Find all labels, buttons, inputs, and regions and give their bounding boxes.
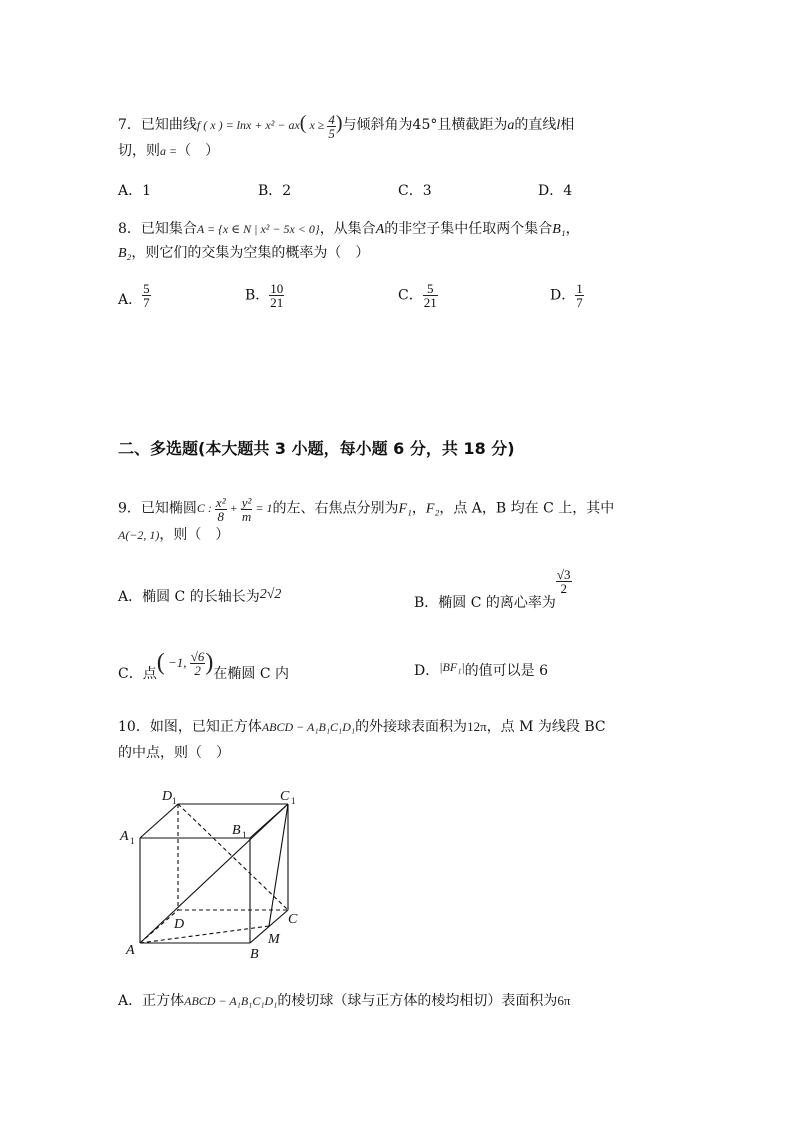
q10-tail: ，点 M 为线段 BC xyxy=(486,719,606,735)
q7-formula: f ( x ) = lnx + x² − ax( x ≥ $\frac{4}{5}$ ) xyxy=(196,111,343,141)
q7-tail: 的直线 xyxy=(514,117,557,133)
edge-AD xyxy=(140,910,178,943)
q10-optA-val: 6π xyxy=(557,993,571,1008)
edge-AC1 xyxy=(140,804,288,943)
q8-fraction: $\frac{1}{7}$ xyxy=(576,281,583,310)
q9-F2: F₂ xyxy=(425,501,440,517)
q10-prefix: 10．如图，已知正方体 xyxy=(118,719,262,735)
q7-var-l: l xyxy=(556,118,561,133)
q9-optC-x: −1, xyxy=(167,655,187,671)
q9-optC-pre: C．点 xyxy=(118,666,157,683)
q7-option-a: A．1 xyxy=(118,183,152,199)
q8-B2: B₂ xyxy=(118,246,132,261)
q9-option-b xyxy=(414,567,572,611)
q9-optB-frac: $\frac{√3}{2}$ xyxy=(556,567,571,596)
q8-opt-label: A． xyxy=(118,292,143,308)
q9-line1: 9．已知椭圆C : $\frac{\text{x²}}{8}$ + $\frac{\text{y²}}{m}$ = 1的左、右焦点分别为F₁，F₂，点 A，B 均在 C 上，其中 xyxy=(118,495,615,524)
q7-option-b: B．2 xyxy=(258,183,292,199)
q9-option-c xyxy=(118,649,290,683)
q9-optB-text: B．椭圆 C 的离心率为 xyxy=(414,595,556,611)
label-C: C xyxy=(288,912,298,927)
q9-line2 xyxy=(118,524,229,544)
label-B1: B xyxy=(232,823,241,838)
label-B: B xyxy=(250,947,259,962)
q9-tail: ，点 A，B 均在 C 上，其中 xyxy=(439,500,615,517)
label-M: M xyxy=(268,932,280,947)
q8-option-c xyxy=(398,282,438,309)
label-A: A xyxy=(126,943,135,958)
q9-ellipse: C : $\frac{\text{x²}}{8}$ + $\frac{\text{y²}}{m}$ = 1 xyxy=(196,495,273,524)
q8-option-b xyxy=(245,282,284,309)
edge-A1D1 xyxy=(140,804,178,838)
q9-optC-post: 在椭圆 C 内 xyxy=(213,666,290,683)
q9-suffix: 的左、右焦点分别为 xyxy=(272,500,399,517)
q7-suffix: 与倾斜角为45°且横截距为 xyxy=(342,117,508,133)
label-A1: A xyxy=(120,829,129,844)
q9-optA-val: 2√2 xyxy=(259,587,282,602)
cube-figure xyxy=(110,780,320,965)
q8-line1: 8．已知集合A = {x ∈ N | x² − 5x < 0}，从集合A的非空子集中任取两个集合B₁， xyxy=(118,221,580,237)
q7-end: 相 xyxy=(560,117,575,133)
q10-suffix: 的外接球表面积为 xyxy=(355,719,468,735)
q10-optA-cube: ABCD − A₁B₁C₁D₁ xyxy=(184,994,278,1008)
q8-B1: B₁ xyxy=(552,222,566,237)
q7-option-c: C．3 xyxy=(398,183,432,199)
q9-optD-post: 的值可以是 6 xyxy=(464,663,549,679)
q8-option-d xyxy=(550,282,584,309)
q8-fraction: $\frac{10}{21}$ xyxy=(270,281,284,310)
q8-opt-label: B． xyxy=(245,287,270,304)
q9-optA-text: A．椭圆 C 的长轴长为 xyxy=(118,589,260,605)
q8-opt-label: C． xyxy=(398,287,423,304)
q10-optA-pre: A．正方体 xyxy=(118,993,185,1009)
q8-line2-text: ，则它们的交集为空集的概率为（ ） xyxy=(131,245,370,261)
q9-option-a xyxy=(118,586,281,606)
q7-line2-text: 切，则 xyxy=(118,143,160,159)
q7-option-d: D．4 xyxy=(538,183,573,199)
label-B1-sub: 1 xyxy=(242,830,247,840)
q10-optA-post: 的棱切球（球与正方体的棱均相切）表面积为 xyxy=(277,993,558,1009)
q8-set: A = {x ∈ N | x² − 5x < 0} xyxy=(196,222,320,236)
q9-optC-point: ( −1, $\frac{√6}{2}$ ) xyxy=(156,649,214,678)
q7-prefix: 7．已知曲线 xyxy=(118,117,197,133)
q8-var-A: A xyxy=(375,222,385,237)
label-D1-sub: 1 xyxy=(172,796,177,806)
q7-line2 xyxy=(118,140,219,160)
q9-optD-math: |BF₁| xyxy=(439,660,465,674)
label-C1-sub: 1 xyxy=(291,796,296,806)
q9-prefix: 9．已知椭圆 xyxy=(118,500,197,517)
q8-line2 xyxy=(118,242,369,262)
q7-var-a: a xyxy=(507,118,515,133)
label-A1-sub: 1 xyxy=(130,836,135,846)
q8-prefix: 8．已知集合 xyxy=(118,221,197,237)
q9-line2-tail: ，则（ ） xyxy=(159,527,230,543)
q8-suffix: 的非空子集中任取两个集合 xyxy=(384,221,553,237)
q8-mid: ，从集合 xyxy=(319,221,376,237)
q9-point-A: A(−2, 1) xyxy=(118,528,160,542)
q8-option-a xyxy=(118,282,151,309)
q10-cube: ABCD − A₁B₁C₁D₁ xyxy=(261,720,356,734)
label-D: D xyxy=(174,917,185,932)
q8-fraction: $\frac{5}{7}$ xyxy=(143,281,150,310)
q10-line2: 的中点，则（ ） xyxy=(118,745,230,761)
label-D1: D xyxy=(162,789,173,804)
q8-opt-label: D． xyxy=(550,287,576,304)
q7-line2-math: a = xyxy=(160,144,178,158)
label-C1: C xyxy=(280,789,290,804)
q10-option-a xyxy=(118,990,570,1010)
q7-line1 xyxy=(118,112,574,140)
q9-optD-pre: D． xyxy=(414,663,440,679)
q10-line1 xyxy=(118,716,606,736)
q10-area: 12π xyxy=(467,719,487,734)
q9-F1: F₁ xyxy=(398,501,412,517)
q9-option-d xyxy=(414,660,548,680)
q8-fraction: $\frac{5}{21}$ xyxy=(423,281,437,310)
section-heading: 二、多选题(本大题共 3 小题，每小题 6 分，共 18 分) xyxy=(118,439,515,458)
q7-line2-tail: （ ） xyxy=(177,143,220,159)
